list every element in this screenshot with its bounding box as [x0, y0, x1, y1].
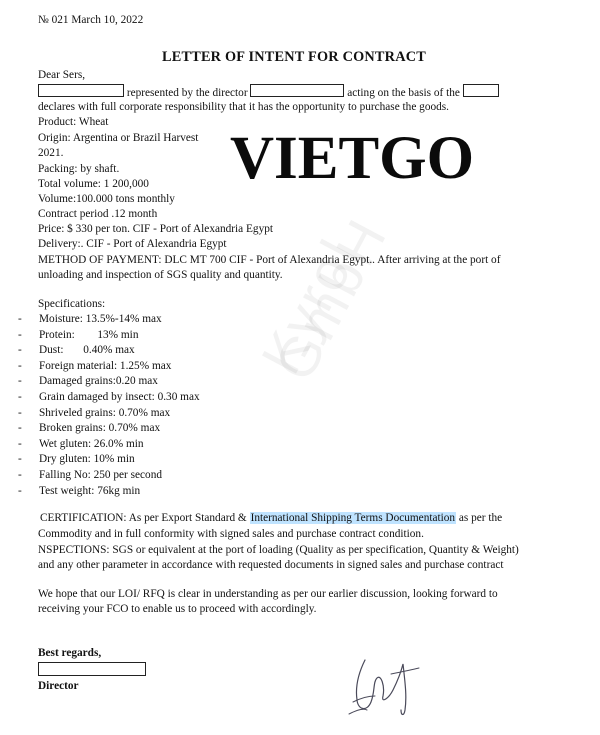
background-stamp: Kyrol GmbH: [248, 207, 400, 391]
closing-line-2: receiving your FCO to enable us to proceed with accordingly.: [38, 603, 317, 615]
price: Price: $ 330 per ton. CIF - Port of Alexandria Egypt: [38, 223, 274, 235]
closing-line-1: We hope that our LOI/ RFQ is clear in understanding as per our earlier discussion, looking forward to: [38, 588, 498, 600]
signer-role: Director: [38, 680, 79, 692]
certification-post: as per the: [456, 512, 503, 524]
payment-line-2: unloading and inspection of SGS quality and quantity.: [38, 269, 283, 281]
certification-line-2: Commodity and in full conformity with signed sales and purchase contract condition.: [38, 528, 424, 540]
harvest-year: 2021.: [38, 147, 64, 159]
redacted-company: [38, 84, 124, 97]
redacted-director-name: [250, 84, 344, 97]
packing: Packing: by shaft.: [38, 163, 120, 175]
payment-line-1: METHOD OF PAYMENT: DLC MT 700 CIF - Port of Alexandria Egypt.. After arriving at the port of: [38, 254, 501, 266]
product: Product: Wheat: [38, 116, 109, 128]
greeting: Dear Sers,: [38, 69, 86, 81]
certification-highlight: International Shipping Terms Documentation: [250, 512, 456, 524]
letter-page: № 021 March 10, 2022 LETTER OF INTENT FOR CONTRACT Dear Sers, represented by the director acting on the basis of the declares with full corporate responsibility that it has the opportunity to purchase the goods. Product: Wheat Origin: Argentina or Brazil Harvest 2021. Packing: by shaft. Total volume: 1 200,000 Volume:100.000 tons monthly Contract period .12 month Price: $ 330 per ton. CIF - Port of Alexandria Egypt Delivery:. CIF - Port of Alexandria Egypt METHOD OF PAYMENT: DLC MT 700 CIF - Port of Alexandria Egypt.. After arriving at the port of unloading and inspection of SGS quality and quantity. Specifications: - Moisture: 13.5%-14% max - Protein: 13% min - Dust: 0.40% max - Foreign material: 1.25% max - Damaged grains:0.20 max - Grain damaged by insect: 0.30 max - Shriveled grains: 0.70% max - Broken grains: 0.70% max - Wet gluten: 26.0% min - Dry gluten: 10% min - Falling No: 250 per second - Test weight: 76kg min CERTIFICATION: As per Export Standard & International Shipping Terms Documentation as per the Commodity and in full conformity with signed sales and purchase contract condition. NSPECTIONS: SGS or equivalent at the port of loading (Quality as per specification, Quantity & Weight) and any other parameter in accordance with requested documents in signed sales and purchase contract We hope that our LOI/ RFQ is clear in understanding as per our earlier discussion, looking forward to receiving your FCO to enable us to proceed with accordingly. Best regards, Director Kyrol GmbH VIETGO: [0, 0, 600, 735]
total-volume: Total volume: 1 200,000: [38, 178, 149, 190]
inspections-line-2: and any other parameter in accordance with requested documents in signed sales and purchase contract: [38, 559, 504, 571]
specifications-heading: Specifications:: [38, 298, 106, 310]
contract-period: Contract period .12 month: [38, 208, 158, 220]
intro-part-2: acting on the basis of the: [347, 87, 460, 99]
letter-title: LETTER OF INTENT FOR CONTRACT: [162, 49, 426, 65]
signature: [345, 652, 435, 722]
best-regards: Best regards,: [38, 647, 102, 659]
intro-line-2: declares with full corporate responsibility that it has the opportunity to purchase the goods.: [38, 101, 449, 113]
signer-name-row: [38, 662, 146, 680]
vietgo-watermark: VIETGO: [230, 125, 475, 192]
intro-part-1: represented by the director: [126, 87, 248, 99]
certification-pre: CERTIFICATION: As per Export Standard &: [40, 512, 250, 524]
origin: Origin: Argentina or Brazil Harvest: [38, 132, 199, 144]
monthly-volume: Volume:100.000 tons monthly: [38, 193, 175, 205]
redacted-basis: [463, 84, 499, 97]
certification-line-1: [40, 511, 502, 526]
delivery: Delivery:. CIF - Port of Alexandria Egypt: [38, 238, 227, 250]
redacted-signer-name: [38, 662, 146, 676]
inspections-line-1: NSPECTIONS: SGS or equivalent at the port of loading (Quality as per specification, Quantity & Weight): [38, 544, 519, 556]
reference-date: № 021 March 10, 2022: [38, 14, 144, 26]
